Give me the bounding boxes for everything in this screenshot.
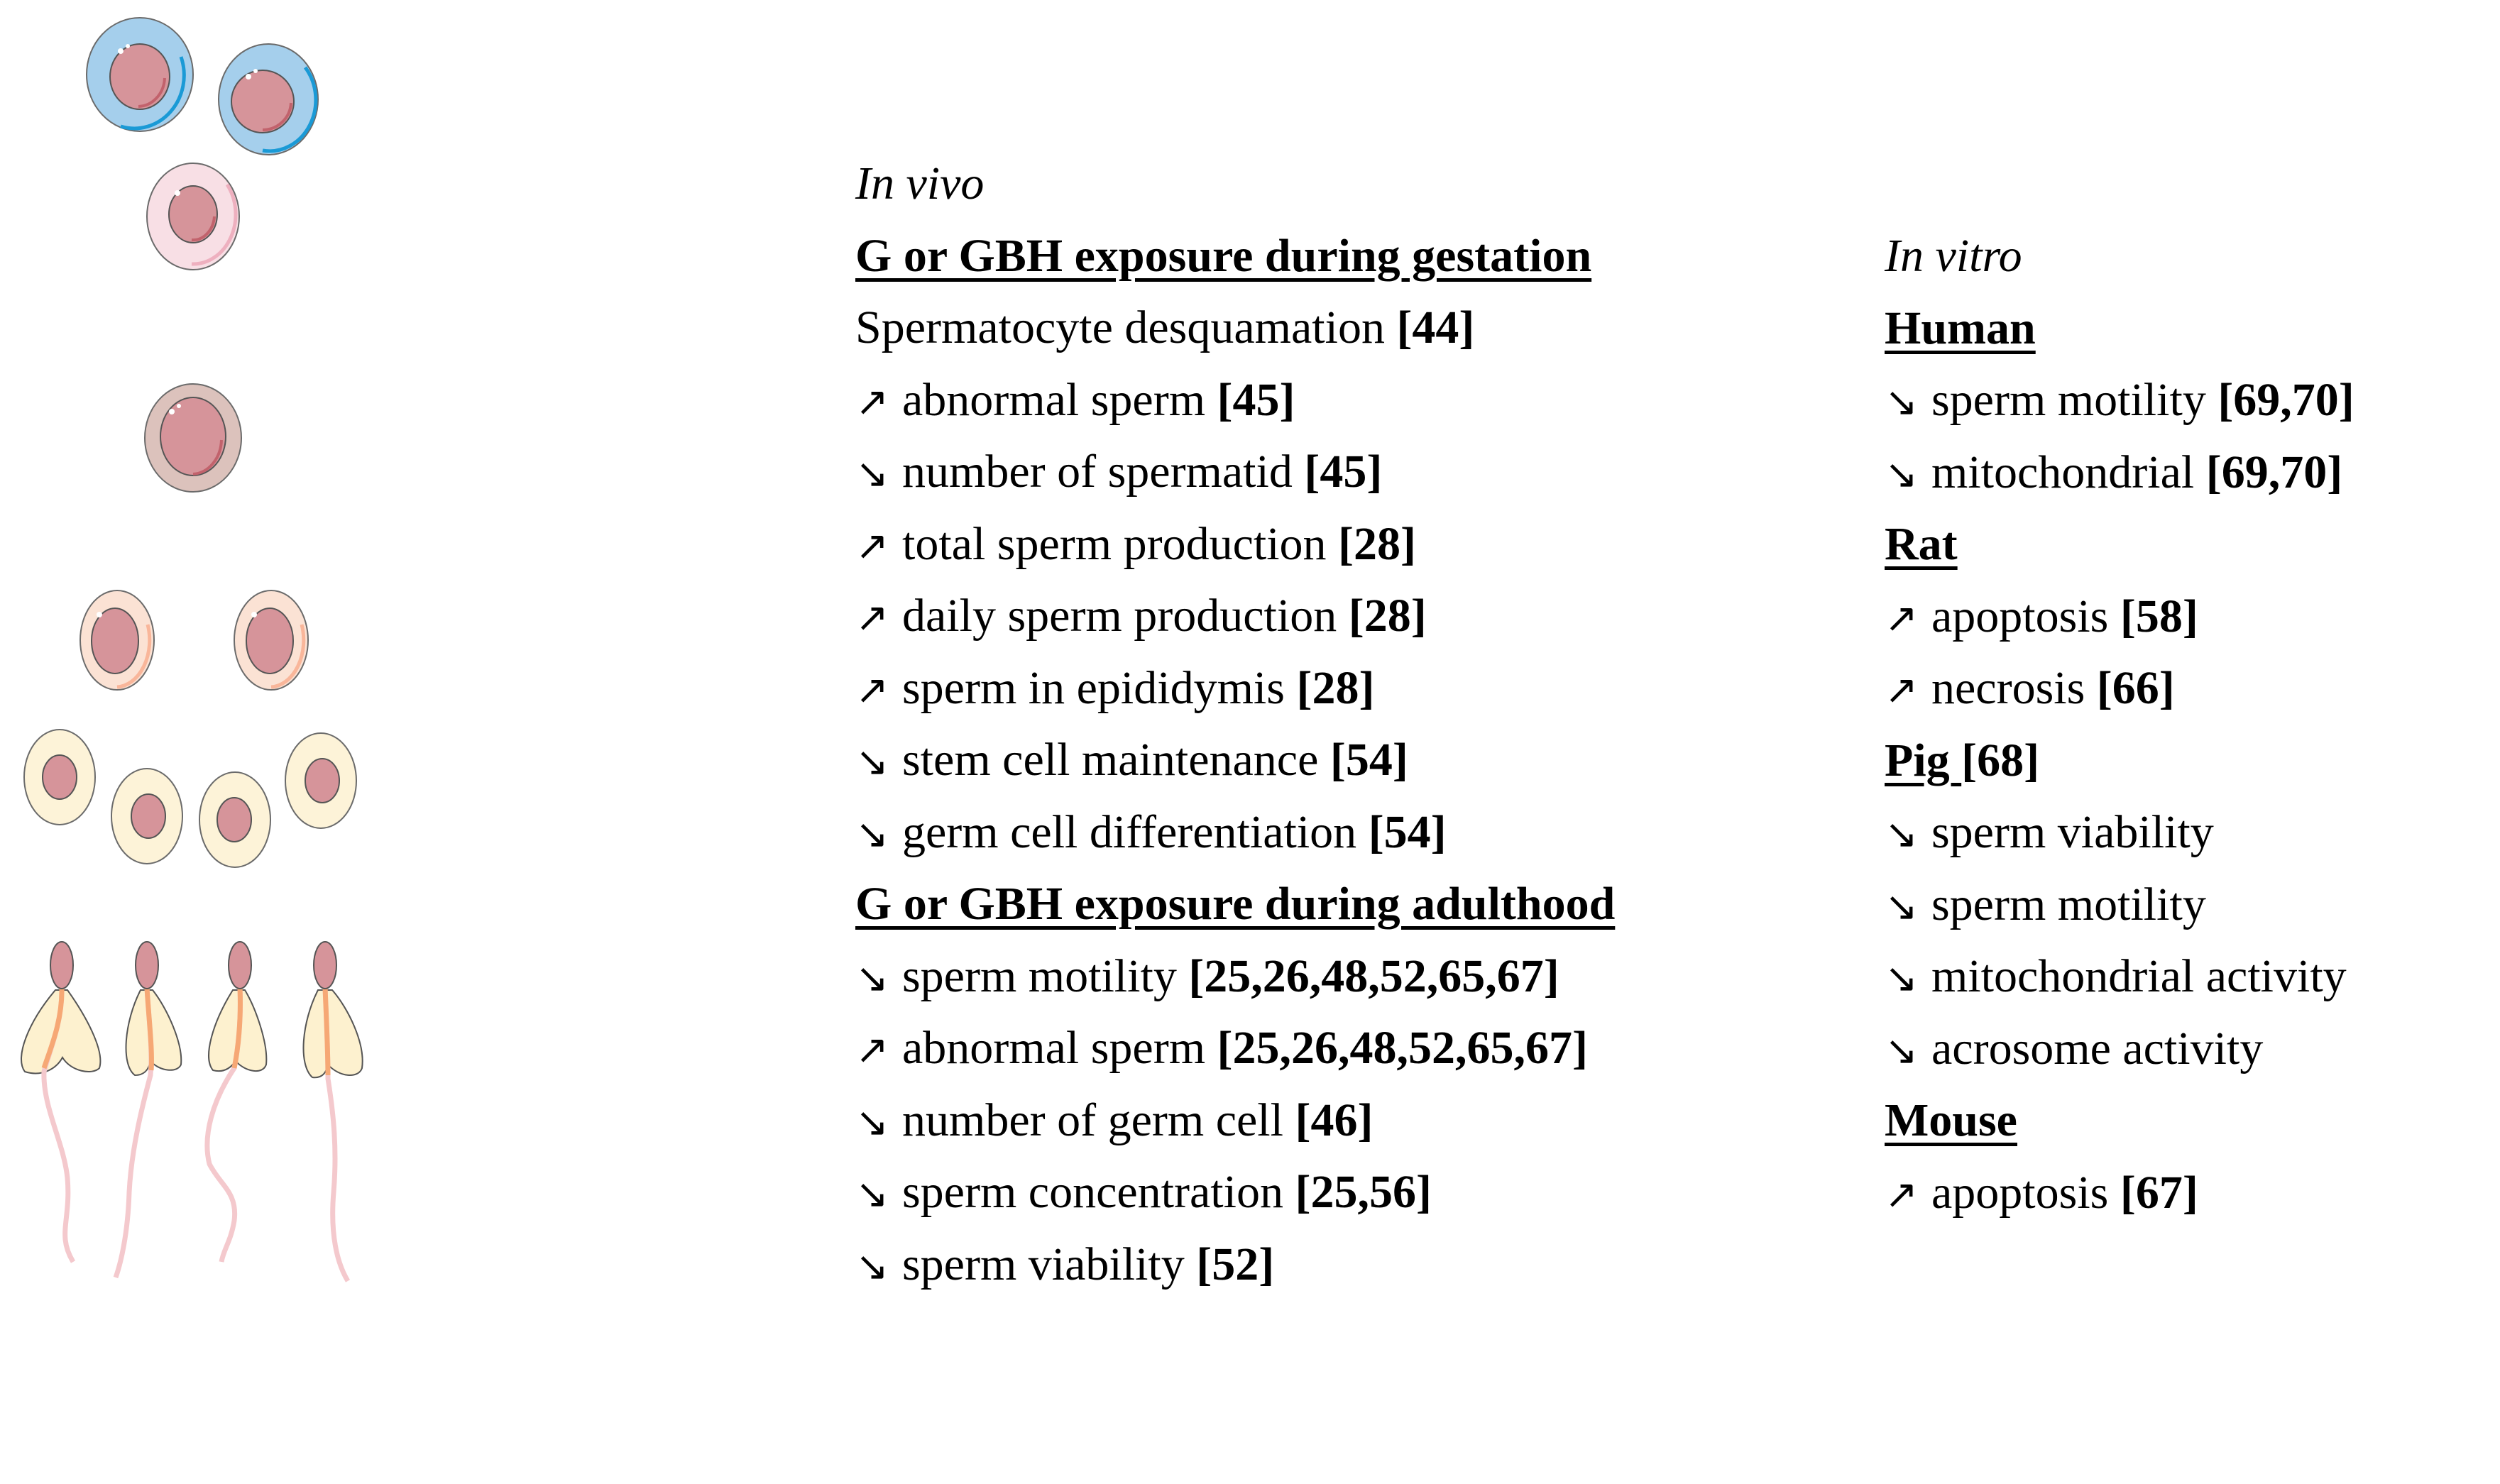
- list-item: [855, 1229, 1615, 1301]
- item-text: sperm motility: [1931, 374, 2218, 426]
- decrease-arrow-icon: ↘: [855, 739, 889, 785]
- pig-heading: Pig: [1885, 734, 1962, 786]
- reference: [66]: [2096, 662, 2175, 714]
- item-text: abnormal sperm: [902, 1022, 1217, 1074]
- decrease-arrow-icon: ↘: [1885, 1027, 1918, 1074]
- spermatozoon-icon: [207, 942, 266, 1262]
- decrease-arrow-icon: ↘: [855, 451, 889, 497]
- item-text: apoptosis: [1931, 590, 2120, 642]
- reference: [69,70]: [2217, 374, 2354, 426]
- spermatozoon-icon: [21, 942, 100, 1262]
- spermatogonium-cell-icon: [219, 44, 318, 155]
- item-text: mitochondrial activity: [1931, 950, 2347, 1002]
- list-item: [855, 652, 1615, 725]
- item-text: sperm in epididymis: [902, 661, 1297, 714]
- primary-spermatocyte-cell-icon: [147, 163, 239, 270]
- decrease-arrow-icon: ↘: [1885, 883, 1918, 930]
- list-item: [1885, 364, 2354, 436]
- secondary-spermatocyte-cell-icon: [145, 384, 241, 492]
- gestation-heading: G or GBH exposure during gestation: [855, 229, 1592, 282]
- round-spermatid-cell-icon: [111, 769, 182, 864]
- reference: [25,26,48,52,65,67]: [1188, 950, 1559, 1002]
- list-item: [855, 796, 1615, 869]
- in-vitro-column: [1885, 220, 2354, 1229]
- spermatid-cell-icon: [80, 590, 154, 690]
- list-item: [855, 292, 1615, 364]
- list-item: [1885, 796, 2354, 869]
- decrease-arrow-icon: ↘: [1885, 379, 1918, 425]
- round-spermatid-cell-icon: [199, 772, 270, 867]
- increase-arrow-icon: ↗: [855, 378, 889, 425]
- reference: [54]: [1330, 734, 1408, 786]
- list-item: [1885, 652, 2354, 725]
- list-item: [855, 724, 1615, 796]
- spermatozoon-icon: [304, 942, 363, 1281]
- increase-arrow-icon: ↗: [1885, 667, 1918, 713]
- increase-arrow-icon: ↗: [855, 1027, 889, 1073]
- list-item: [1885, 436, 2354, 509]
- decrease-arrow-icon: ↘: [855, 810, 889, 857]
- human-heading: Human: [1885, 302, 2036, 354]
- decrease-arrow-icon: ↘: [855, 955, 889, 1001]
- increase-arrow-icon: ↗: [855, 666, 889, 713]
- spermatozoon-icon: [116, 942, 181, 1277]
- in-vivo-column: [855, 148, 1615, 1300]
- item-text: stem cell maintenance: [902, 734, 1330, 786]
- reference: [28]: [1296, 661, 1375, 714]
- reference: [25,26,48,52,65,67]: [1217, 1022, 1589, 1074]
- reference: [69,70]: [2205, 446, 2343, 498]
- reference: [67]: [2120, 1166, 2198, 1219]
- list-item: [855, 1012, 1615, 1084]
- item-text: abnormal sperm: [902, 373, 1217, 426]
- reference: [52]: [1196, 1238, 1275, 1290]
- item-text: number of spermatid: [902, 446, 1305, 498]
- adulthood-heading: G or GBH exposure during adulthood: [855, 878, 1616, 930]
- increase-arrow-icon: ↗: [1885, 1171, 1918, 1218]
- reference: [44]: [1396, 302, 1475, 353]
- item-text: apoptosis: [1931, 1166, 2120, 1219]
- list-item: [1885, 581, 2354, 653]
- list-item: [1885, 940, 2354, 1013]
- decrease-arrow-icon: ↘: [1885, 955, 1918, 1001]
- list-item: [855, 580, 1615, 652]
- list-item: [1885, 869, 2354, 941]
- item-text: sperm viability: [1931, 806, 2214, 858]
- reference: [45]: [1217, 373, 1295, 426]
- round-spermatid-cell-icon: [24, 730, 95, 825]
- in-vitro-title: In vitro: [1885, 230, 2022, 282]
- reference: [45]: [1304, 446, 1383, 498]
- item-text: Spermatocyte desquamation: [855, 302, 1397, 353]
- spermatogenesis-illustration: [0, 0, 781, 1484]
- item-text: number of germ cell: [902, 1094, 1295, 1146]
- reference: [58]: [2120, 590, 2198, 642]
- pig-heading-line: [1885, 725, 2354, 797]
- reference: [25,56]: [1295, 1166, 1432, 1218]
- decrease-arrow-icon: ↘: [1885, 451, 1918, 498]
- item-text: sperm motility: [1931, 878, 2206, 930]
- item-text: total sperm production: [902, 517, 1339, 570]
- decrease-arrow-icon: ↘: [855, 1243, 889, 1290]
- mouse-heading: Mouse: [1885, 1094, 2017, 1146]
- item-text: sperm viability: [902, 1238, 1197, 1290]
- list-item: [855, 1156, 1615, 1229]
- rat-heading: Rat: [1885, 518, 1958, 570]
- round-spermatid-cell-icon: [285, 733, 356, 828]
- in-vivo-title: In vivo: [855, 158, 985, 209]
- list-item: [1885, 1157, 2354, 1229]
- spermatid-cell-icon: [234, 590, 308, 690]
- item-text: germ cell differentiation: [902, 806, 1369, 858]
- list-item: [855, 1084, 1615, 1157]
- reference: [46]: [1295, 1094, 1374, 1146]
- list-item: [1885, 1013, 2354, 1085]
- list-item: [855, 940, 1615, 1013]
- item-text: necrosis: [1931, 662, 2097, 714]
- reference: [28]: [1338, 517, 1417, 570]
- reference: [28]: [1348, 590, 1427, 642]
- item-text: acrosome activity: [1931, 1022, 2264, 1074]
- item-text: daily sperm production: [902, 590, 1349, 642]
- spermatogonium-cell-icon: [87, 18, 193, 131]
- decrease-arrow-icon: ↘: [855, 1171, 889, 1217]
- item-text: sperm motility: [902, 950, 1189, 1002]
- item-text: mitochondrial: [1931, 446, 2206, 498]
- increase-arrow-icon: ↗: [1885, 595, 1918, 642]
- list-item: [855, 436, 1615, 508]
- decrease-arrow-icon: ↘: [1885, 811, 1918, 857]
- reference: [54]: [1368, 806, 1447, 858]
- list-item: [855, 508, 1615, 581]
- item-text: sperm concentration: [902, 1166, 1295, 1218]
- increase-arrow-icon: ↗: [855, 595, 889, 641]
- decrease-arrow-icon: ↘: [855, 1099, 889, 1145]
- reference: [68]: [1961, 734, 2040, 786]
- increase-arrow-icon: ↗: [855, 522, 889, 569]
- list-item: [855, 364, 1615, 436]
